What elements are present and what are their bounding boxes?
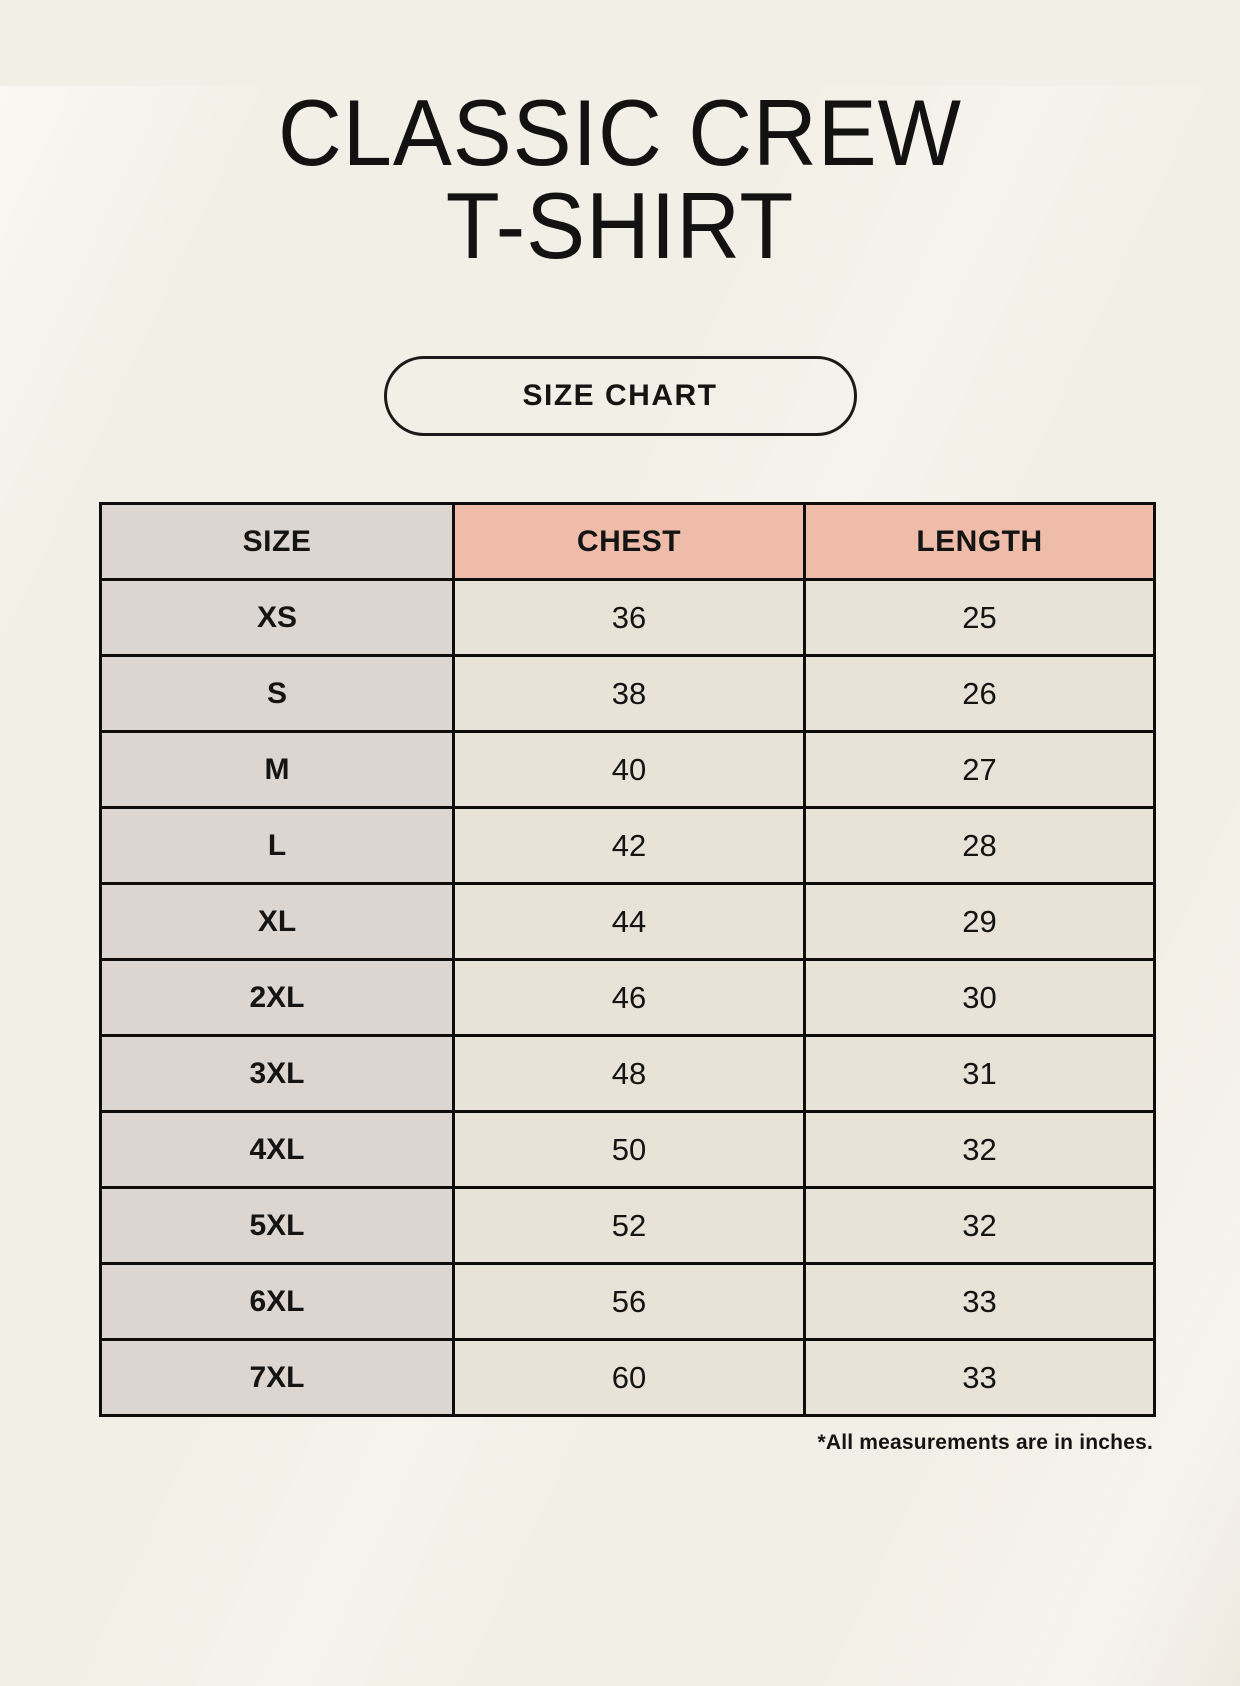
size-chart-page [0, 80, 1240, 1455]
size-cell: 2XL [101, 960, 454, 1036]
length-cell: 32 [805, 1112, 1155, 1188]
size-table-body [101, 580, 1155, 1416]
chest-cell: 46 [454, 960, 805, 1036]
table-row [101, 732, 1155, 808]
size-cell: 4XL [101, 1112, 454, 1188]
size-chart-table [99, 502, 1156, 1417]
chest-cell: 44 [454, 884, 805, 960]
page-title [37, 80, 1203, 278]
size-cell: 3XL [101, 1036, 454, 1112]
size-cell: XS [101, 580, 454, 656]
length-cell: 26 [805, 656, 1155, 732]
length-cell: 30 [805, 960, 1155, 1036]
chest-cell: 48 [454, 1036, 805, 1112]
size-cell: 5XL [101, 1188, 454, 1264]
size-cell: 6XL [101, 1264, 454, 1340]
length-cell: 32 [805, 1188, 1155, 1264]
chest-cell: 50 [454, 1112, 805, 1188]
page-title-line-1: CLASSIC CREW [278, 80, 962, 185]
chest-cell: 42 [454, 808, 805, 884]
length-cell: 27 [805, 732, 1155, 808]
size-cell: S [101, 656, 454, 732]
column-header-size: SIZE [101, 504, 454, 580]
chest-cell: 40 [454, 732, 805, 808]
header-row [101, 504, 1155, 580]
table-row [101, 1188, 1155, 1264]
chest-cell: 52 [454, 1188, 805, 1264]
size-cell: XL [101, 884, 454, 960]
chest-cell: 38 [454, 656, 805, 732]
chest-cell: 36 [454, 580, 805, 656]
table-row [101, 1264, 1155, 1340]
page-title-line-2: T-SHIRT [445, 173, 795, 278]
column-header-chest: CHEST [454, 504, 805, 580]
chest-cell: 56 [454, 1264, 805, 1340]
table-row [101, 656, 1155, 732]
size-cell: 7XL [101, 1340, 454, 1416]
size-cell: L [101, 808, 454, 884]
measurements-footnote: *All measurements are in inches. [817, 1431, 1153, 1454]
table-row [101, 580, 1155, 656]
size-chart-button[interactable]: SIZE CHART [384, 356, 857, 436]
length-cell: 29 [805, 884, 1155, 960]
table-row [101, 960, 1155, 1036]
table-header [101, 504, 1155, 580]
chest-cell: 60 [454, 1340, 805, 1416]
table-row [101, 1036, 1155, 1112]
column-header-length: LENGTH [805, 504, 1155, 580]
table-row [101, 808, 1155, 884]
length-cell: 33 [805, 1340, 1155, 1416]
table-row [101, 1112, 1155, 1188]
table-row [101, 1340, 1155, 1416]
length-cell: 33 [805, 1264, 1155, 1340]
table-row [101, 884, 1155, 960]
length-cell: 28 [805, 808, 1155, 884]
size-cell: M [101, 732, 454, 808]
length-cell: 31 [805, 1036, 1155, 1112]
length-cell: 25 [805, 580, 1155, 656]
